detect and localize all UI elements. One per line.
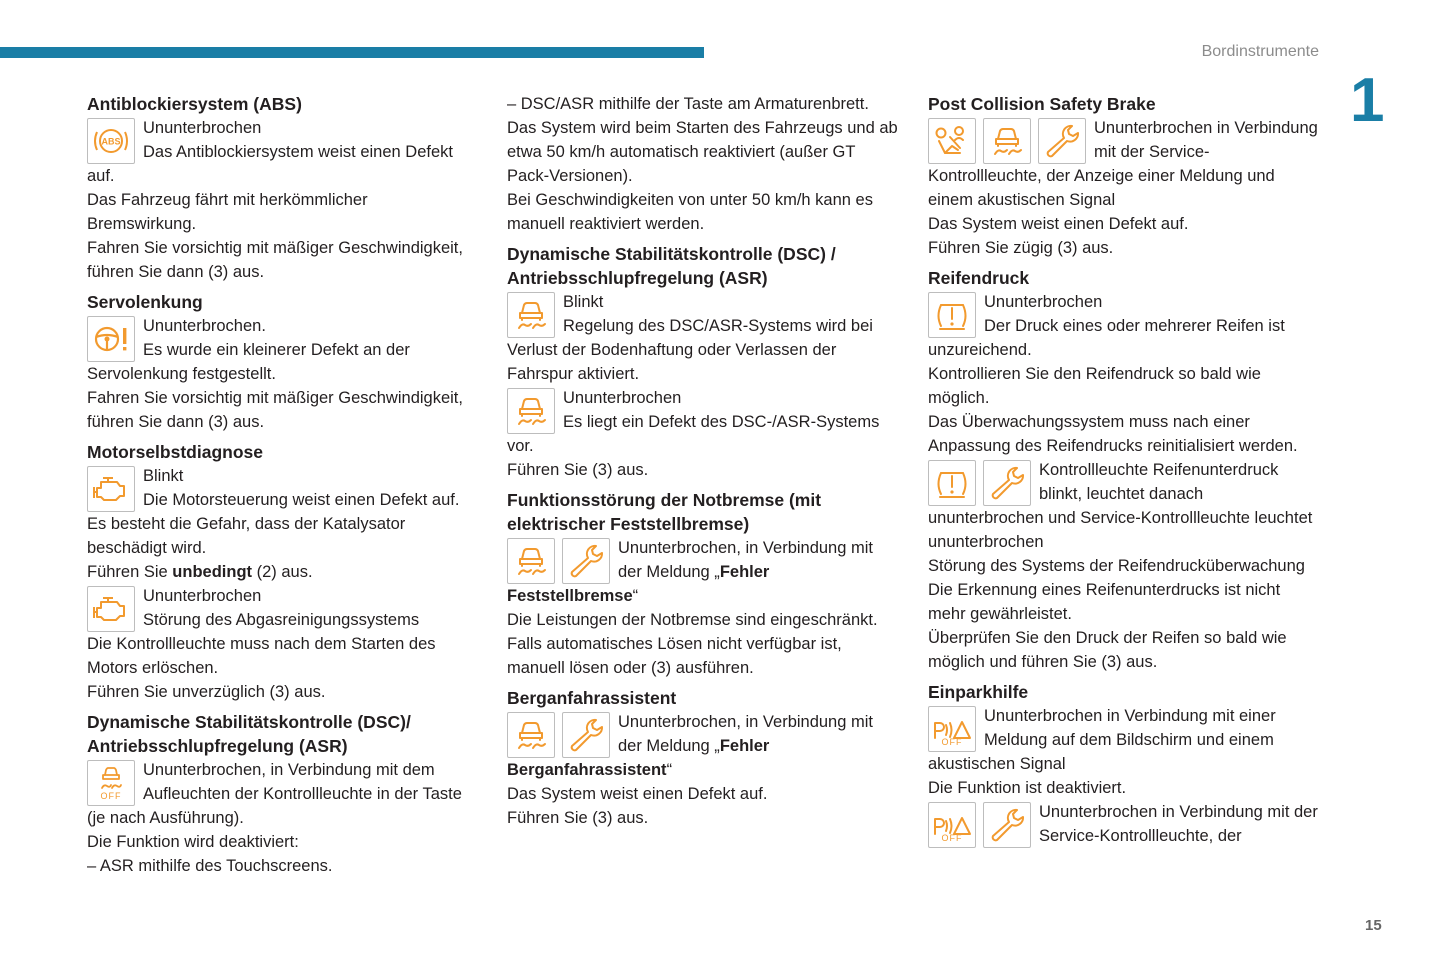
dsc2-1-status: Blinkt: [563, 293, 604, 311]
berg-text-1: Das System weist einen Defekt auf.: [507, 785, 768, 803]
wrench-icon: [1038, 118, 1086, 164]
servo-status: Ununterbrochen.: [143, 317, 266, 335]
car-skid-icon: [983, 118, 1031, 164]
motor-1-text-2: Führen Sie unbedingt (2) aus.: [87, 563, 313, 581]
reifen-2-text-2: Die Erkennung eines Reifenunterdrucks ist nicht mehr gewährleistet.: [928, 581, 1281, 623]
entry-servo: [87, 314, 479, 386]
section-title-dsc: Dynamische Stabilitätskontrolle (DSC)/ Antriebsschlupfregelung (ASR): [87, 712, 411, 756]
dsc-off-icon: [87, 760, 135, 806]
einpark-2-status: Ununterbrochen in Verbindung mit der Service-Kontrollleuchte, der: [1039, 803, 1318, 845]
reifen-2-text-1: Störung des Systems der Reifendrucküberwachung: [928, 557, 1305, 575]
entry-einpark-1: [928, 704, 1320, 776]
section-title-notbremse: Funktionsstörung der Notbremse (mit elektrischer Feststellbremse): [507, 490, 822, 534]
entry-reifen-2: [928, 458, 1320, 554]
abs-status: Ununterbrochen: [143, 119, 262, 137]
car-skid-icon: [507, 292, 555, 338]
dsc2-1-desc: Regelung des DSC/ASR-Systems wird bei Verlust der Bodenhaftung oder Verlassen der Fahrspur aktiviert.: [507, 317, 873, 383]
section-title-reifen: Reifendruck: [928, 268, 1030, 288]
abs-text-1: Das Fahrzeug fährt mit herkömmlicher Bremswirkung.: [87, 191, 368, 233]
entry-abs: [87, 116, 479, 188]
reifen-1-text-2: Das Überwachungssystem muss nach einer Anpassung des Reifendrucks reinitialisiert werden.: [928, 413, 1298, 455]
reifen-2-text-3: Überprüfen Sie den Druck der Reifen so bald wie möglich und führen Sie (3) aus.: [928, 629, 1287, 671]
off-icon-label: OFF: [941, 737, 963, 747]
notbremse-status: Ununterbrochen, in Verbindung mit der Meldung „Fehler Feststellbremse“: [507, 539, 873, 605]
chapter-number: 1: [1350, 66, 1385, 135]
servo-desc: Es wurde ein kleinerer Defekt an der Servolenkung festgestellt.: [87, 341, 410, 383]
berg-status: Ununterbrochen, in Verbindung mit der Meldung „Fehler Berganfahrassistent“: [507, 713, 873, 779]
entry-dsc-off: [87, 758, 479, 830]
abs-text-2: Fahren Sie vorsichtig mit mäßiger Geschwindigkeit, führen Sie dann (3) aus.: [87, 239, 463, 281]
motor-2-desc: Störung des Abgasreinigungssystems: [143, 611, 420, 629]
engine-warning-icon: [87, 466, 135, 512]
entry-reifen-1: [928, 290, 1320, 362]
tyre-pressure-icon: [928, 292, 976, 338]
page-number: 15: [1365, 917, 1382, 934]
reifen-1-status: Ununterbrochen: [984, 293, 1103, 311]
section-title-dsc2: Dynamische Stabilitätskontrolle (DSC) / Antriebsschlupfregelung (ASR): [507, 244, 836, 288]
entry-pcsb: [928, 116, 1320, 212]
person-crash-icon: [928, 118, 976, 164]
header-accent-bar: [0, 47, 704, 58]
einpark-1-status: Ununterbrochen in Verbindung mit einer Meldung auf dem Bildschirm und einem akustischen Signal: [928, 707, 1276, 773]
tyre-pressure-icon: [928, 460, 976, 506]
entry-berg: [507, 710, 899, 782]
pcsb-status: Ununterbrochen in Verbindung mit der Service-Kontrollleuchte, der Anzeige einer Meldung und einem akustischen Signal: [928, 119, 1318, 209]
dsc2-2-text-1: Führen Sie (3) aus.: [507, 461, 649, 479]
motor-1-status: Blinkt: [143, 467, 184, 485]
reifen-2-status: Kontrollleuchte Reifenunterdruck blinkt, leuchtet danach ununterbrochen und Service-Kontrollleuchte leuchtet ununterbrochen: [928, 461, 1313, 551]
motor-1-desc: Die Motorsteuerung weist einen Defekt auf.: [143, 491, 460, 509]
column-1: [87, 92, 479, 878]
notbremse-text-2: Falls automatisches Lösen nicht verfügbar ist, manuell lösen oder (3) ausführen.: [507, 635, 842, 677]
section-title-servo: Servolenkung: [87, 292, 203, 312]
section-title-einpark: Einparkhilfe: [928, 682, 1029, 702]
section-title-abs: Antiblockiersystem (ABS): [87, 94, 302, 114]
abs-desc: Das Antiblockiersystem weist einen Defekt auf.: [87, 143, 453, 185]
motor-1-text-1: Es besteht die Gefahr, dass der Katalysator beschädigt wird.: [87, 515, 406, 557]
wrench-icon: [983, 460, 1031, 506]
entry-einpark-2: [928, 800, 1320, 848]
pcsb-text-1: Das System weist einen Defekt auf.: [928, 215, 1189, 233]
abs-warning-icon: [87, 118, 135, 164]
park-assist-off-icon: [928, 706, 976, 752]
reifen-1-text-1: Kontrollieren Sie den Reifendruck so bald wie möglich.: [928, 365, 1261, 407]
dsc-cont-text-1: – DSC/ASR mithilfe der Taste am Armaturenbrett.: [507, 95, 869, 113]
motor-2-status: Ununterbrochen: [143, 587, 262, 605]
section-title-pcsb: Post Collision Safety Brake: [928, 94, 1156, 114]
off-icon-label: OFF: [100, 791, 122, 801]
dsc2-2-status: Ununterbrochen: [563, 389, 682, 407]
entry-dsc2-2: [507, 386, 899, 458]
motor-2-text-2: Führen Sie unverzüglich (3) aus.: [87, 683, 326, 701]
dsc-cont-text-2: Das System wird beim Starten des Fahrzeugs und ab etwa 50 km/h automatisch reaktiviert (außer GT Pack-Versionen).: [507, 119, 898, 185]
entry-motor-2: [87, 584, 479, 632]
engine-warning-icon: [87, 586, 135, 632]
park-assist-off-icon: [928, 802, 976, 848]
wrench-icon: [562, 712, 610, 758]
dsc-text-1: Die Funktion wird deaktiviert:: [87, 833, 299, 851]
off-icon-label: OFF: [941, 833, 963, 843]
dsc-cont-text-3: Bei Geschwindigkeiten von unter 50 km/h kann es manuell reaktiviert werden.: [507, 191, 873, 233]
column-3: [928, 92, 1320, 848]
section-title-berg: Berganfahrassistent: [507, 688, 677, 708]
steering-warning-icon: [87, 316, 135, 362]
pcsb-text-2: Führen Sie zügig (3) aus.: [928, 239, 1114, 257]
notbremse-text-1: Die Leistungen der Notbremse sind eingeschränkt.: [507, 611, 878, 629]
car-skid-icon: [507, 712, 555, 758]
dsc2-2-desc: Es liegt ein Defekt des DSC-/ASR-Systems vor.: [507, 413, 880, 455]
einpark-1-text-1: Die Funktion ist deaktiviert.: [928, 779, 1127, 797]
abs-icon-label: ABS: [101, 136, 121, 147]
servo-text-1: Fahren Sie vorsichtig mit mäßiger Geschwindigkeit, führen Sie dann (3) aus.: [87, 389, 463, 431]
reifen-1-desc: Der Druck eines oder mehrerer Reifen ist unzureichend.: [928, 317, 1285, 359]
wrench-icon: [562, 538, 610, 584]
car-skid-icon: [507, 388, 555, 434]
car-skid-icon: [507, 538, 555, 584]
entry-notbremse: [507, 536, 899, 608]
dsc-status: Ununterbrochen, in Verbindung mit dem Aufleuchten der Kontrollleuchte in der Taste (je nach Ausführung).: [87, 761, 462, 827]
wrench-icon: [983, 802, 1031, 848]
column-2: [507, 92, 899, 830]
motor-2-text-1: Die Kontrollleuchte muss nach dem Starten des Motors erlöschen.: [87, 635, 436, 677]
entry-dsc2-1: [507, 290, 899, 386]
entry-motor-1: [87, 464, 479, 512]
section-header-title: Bordinstrumente: [1201, 43, 1319, 60]
section-title-motor: Motorselbstdiagnose: [87, 442, 263, 462]
dsc-text-2: – ASR mithilfe des Touchscreens.: [87, 857, 333, 875]
berg-text-2: Führen Sie (3) aus.: [507, 809, 649, 827]
